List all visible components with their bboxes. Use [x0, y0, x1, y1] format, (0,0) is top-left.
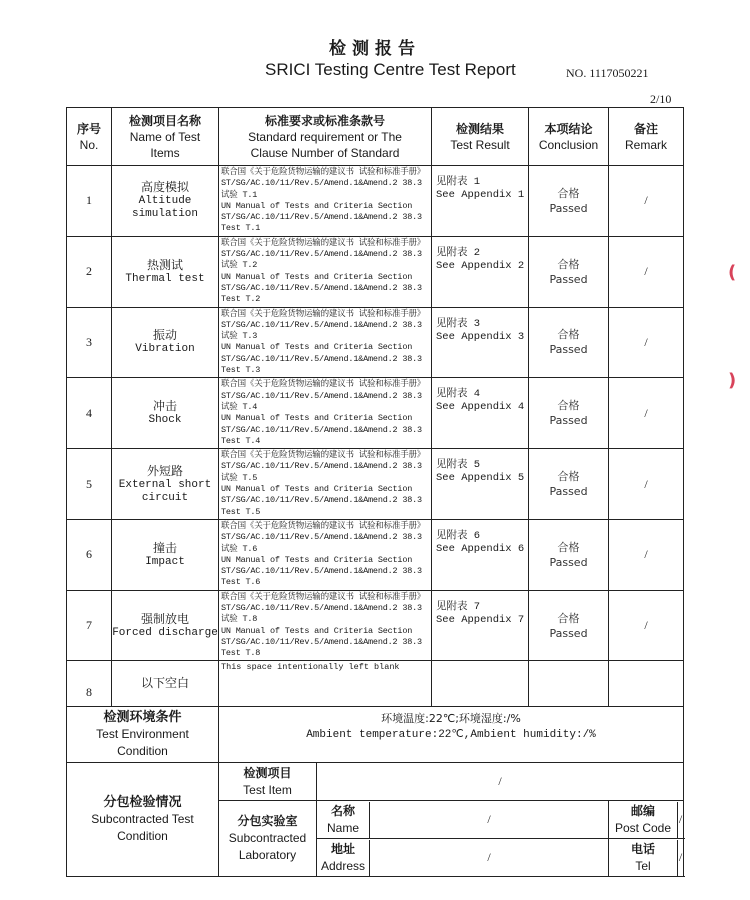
- test-item-value: /: [317, 763, 684, 801]
- test-item-name: 高度模拟 Altitude simulation: [112, 166, 219, 237]
- conclusion: 合格 Passed: [529, 378, 609, 449]
- row-number: 5: [67, 449, 112, 520]
- test-item-name: 强制放电 Forced discharge: [112, 590, 219, 661]
- standard-clause: 联合国《关于危险货物运输的建议书 试验和标准手册》ST/SG/AC.10/11/Rev.5/Amend.1&Amend.2 38.3 试验 T.1 UN Manual of Tests and Criteria Section ST/SG/AC.10/11/Rev.5/Amend.1&Amend.2 38.3 Test T.1: [219, 166, 432, 237]
- test-item-name: 冲击 Shock: [112, 378, 219, 449]
- address-value: /: [487, 850, 491, 865]
- standard-clause: 联合国《关于危险货物运输的建议书 试验和标准手册》ST/SG/AC.10/11/Rev.5/Amend.1&Amend.2 38.3 试验 T.8 UN Manual of Tests and Criteria Section ST/SG/AC.10/11/Rev.5/Amend.1&Amend.2 38.3 Test T.8: [219, 590, 432, 661]
- test-report-table: [66, 107, 684, 877]
- test-result: 见附表 6 See Appendix 6: [432, 519, 529, 590]
- address-label: 地址 Address: [317, 840, 370, 876]
- standard-clause: 联合国《关于危险货物运输的建议书 试验和标准手册》ST/SG/AC.10/11/Rev.5/Amend.1&Amend.2 38.3 试验 T.4 UN Manual of Tests and Criteria Section ST/SG/AC.10/11/Rev.5/Amend.1&Amend.2 38.3 Test T.4: [219, 378, 432, 449]
- table-row: [67, 236, 684, 307]
- environment-row: [67, 707, 684, 763]
- header-remark: 备注 Remark: [609, 108, 684, 166]
- header-standard: 标准要求或标准条款号 Standard requirement or The Clause Number of Standard: [219, 108, 432, 166]
- red-seal-fragment-bottom: ): [728, 370, 737, 391]
- report-number: NO. 1117050221: [566, 66, 649, 80]
- tel-label: 电话 Tel: [609, 840, 678, 876]
- remark: /: [609, 519, 684, 590]
- header-result: 检测结果 Test Result: [432, 108, 529, 166]
- test-result: 见附表 4 See Appendix 4: [432, 378, 529, 449]
- test-result: 见附表 2 See Appendix 2: [432, 236, 529, 307]
- test-result: 见附表 1 See Appendix 1: [432, 166, 529, 237]
- remark: /: [609, 378, 684, 449]
- environment-label: 检测环境条件 Test Environment Condition: [67, 707, 219, 763]
- test-rows: [67, 166, 684, 661]
- standard-clause: 联合国《关于危险货物运输的建议书 试验和标准手册》ST/SG/AC.10/11/Rev.5/Amend.1&Amend.2 38.3 试验 T.5 UN Manual of Tests and Criteria Section ST/SG/AC.10/11/Rev.5/Amend.1&Amend.2 38.3 Test T.5: [219, 449, 432, 520]
- standard-clause: 联合国《关于危险货物运输的建议书 试验和标准手册》ST/SG/AC.10/11/Rev.5/Amend.1&Amend.2 38.3 试验 T.2 UN Manual of Tests and Criteria Section ST/SG/AC.10/11/Rev.5/Amend.1&Amend.2 38.3 Test T.2: [219, 236, 432, 307]
- row-number: 2: [67, 236, 112, 307]
- test-item-name: 振动 Vibration: [112, 307, 219, 378]
- header-seq: 序号 No.: [67, 108, 112, 166]
- row-number: 8: [67, 661, 112, 707]
- page-number: 2/10: [650, 92, 672, 106]
- report-title-cn: 检测报告: [329, 39, 421, 59]
- remark: /: [609, 236, 684, 307]
- name-label: 名称 Name: [317, 802, 370, 838]
- environment-value: 环境温度:22℃;环境湿度:/% Ambient temperature:22℃,Ambient humidity:/%: [219, 707, 684, 763]
- remark: /: [609, 166, 684, 237]
- table-row: [67, 307, 684, 378]
- postcode-value: /: [678, 812, 683, 827]
- table-row: [67, 449, 684, 520]
- table-row: [67, 166, 684, 237]
- table-row: [67, 590, 684, 661]
- table-row: [67, 378, 684, 449]
- test-result: 见附表 5 See Appendix 5: [432, 449, 529, 520]
- row-number: 3: [67, 307, 112, 378]
- tel-value: /: [678, 850, 683, 865]
- row-number: 4: [67, 378, 112, 449]
- remark: /: [609, 449, 684, 520]
- conclusion: 合格 Passed: [529, 166, 609, 237]
- remark: /: [609, 307, 684, 378]
- table-row: [67, 519, 684, 590]
- subcontract-label: 分包检验情况 Subcontracted Test Condition: [67, 763, 219, 877]
- row-number: 1: [67, 166, 112, 237]
- blank-notice-en: This space intentionally left blank: [219, 661, 432, 707]
- red-seal-fragment-top: (: [728, 262, 737, 283]
- header-conclusion: 本项结论 Conclusion: [529, 108, 609, 166]
- blank-notice-cn: 以下空白: [112, 661, 219, 707]
- row-number: 7: [67, 590, 112, 661]
- test-item-name: 热测试 Thermal test: [112, 236, 219, 307]
- report-title-en: SRICI Testing Centre Test Report: [265, 60, 516, 79]
- conclusion: 合格 Passed: [529, 519, 609, 590]
- conclusion: 合格 Passed: [529, 236, 609, 307]
- conclusion: 合格 Passed: [529, 590, 609, 661]
- test-item-label: 检测项目 Test Item: [219, 763, 317, 801]
- subcontract-row-test-item: [67, 763, 684, 801]
- conclusion: 合格 Passed: [529, 307, 609, 378]
- header-item: 检测项目名称 Name of Test Items: [112, 108, 219, 166]
- test-item-name: 外短路 External short circuit: [112, 449, 219, 520]
- table-row-blank: [67, 661, 684, 707]
- test-result: 见附表 3 See Appendix 3: [432, 307, 529, 378]
- test-result: 见附表 7 See Appendix 7: [432, 590, 529, 661]
- lab-label: 分包实验室 Subcontracted Laboratory: [219, 801, 317, 877]
- name-value: /: [487, 812, 491, 827]
- standard-clause: 联合国《关于危险货物运输的建议书 试验和标准手册》ST/SG/AC.10/11/Rev.5/Amend.1&Amend.2 38.3 试验 T.6 UN Manual of Tests and Criteria Section ST/SG/AC.10/11/Rev.5/Amend.1&Amend.2 38.3 Test T.6: [219, 519, 432, 590]
- conclusion: 合格 Passed: [529, 449, 609, 520]
- test-item-name: 撞击 Impact: [112, 519, 219, 590]
- table-header-row: [67, 108, 684, 166]
- row-number: 6: [67, 519, 112, 590]
- remark: /: [609, 590, 684, 661]
- standard-clause: 联合国《关于危险货物运输的建议书 试验和标准手册》ST/SG/AC.10/11/Rev.5/Amend.1&Amend.2 38.3 试验 T.3 UN Manual of Tests and Criteria Section ST/SG/AC.10/11/Rev.5/Amend.1&Amend.2 38.3 Test T.3: [219, 307, 432, 378]
- postcode-label: 邮编 Post Code: [609, 802, 678, 838]
